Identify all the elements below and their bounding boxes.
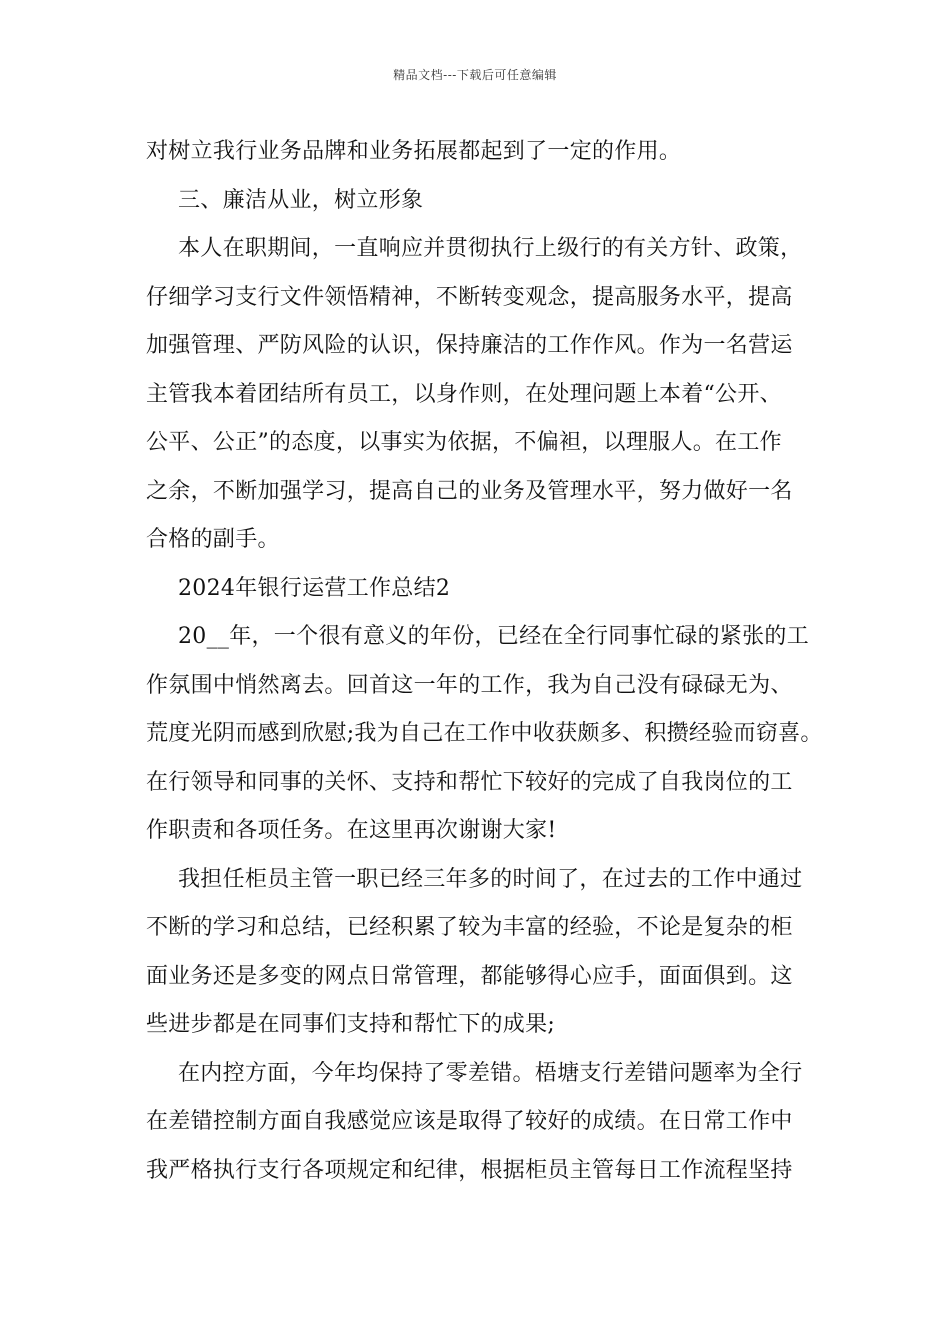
text-line: 面业务还是多变的网点日常管理，都能够得心应手，面面俱到。这 bbox=[146, 963, 793, 989]
text-line: 对树立我行业务品牌和业务拓展都起到了一定的作用。 bbox=[146, 139, 682, 164]
text-line: 在行领导和同事的关怀、支持和帮忙下较好的完成了自我岗位的工 bbox=[146, 769, 793, 795]
text-line: 荒度光阴而感到欣慰;我为自己在工作中收获颇多、积攒经验而窃喜。 bbox=[146, 721, 823, 746]
text-line: 合格的副手。 bbox=[146, 527, 280, 552]
section-title: 2024年银行运营工作总结2 bbox=[178, 575, 451, 601]
text-line: 加强管理、严防风险的认识，保持廉洁的工作作风。作为一名营运 bbox=[146, 333, 793, 358]
text-line: 不断的学习和总结，已经积累了较为丰富的经验，不论是复杂的柜 bbox=[146, 915, 793, 940]
text-line: 作职责和各项任务。在这里再次谢谢大家! bbox=[146, 818, 557, 843]
text-line: 之余，不断加强学习，提高自己的业务及管理水平，努力做好一名 bbox=[146, 478, 793, 504]
text-line: 些进步都是在同事们支持和帮忙下的成果; bbox=[146, 1012, 556, 1037]
text-line: 公平、公正”的态度，以事实为依据，不偏袒，以理服人。在工作 bbox=[146, 430, 782, 455]
text-line: 仔细学习支行文件领悟精神，不断转变观念，提高服务水平，提高 bbox=[146, 284, 793, 310]
text-line: 作氛围中悄然离去。回首这一年的工作，我为自己没有碌碌无为、 bbox=[146, 672, 793, 698]
text-line: 在差错控制方面自我感觉应该是取得了较好的成绩。在日常工作中 bbox=[146, 1109, 793, 1134]
document-body bbox=[146, 128, 823, 1195]
text-line: 我严格执行支行各项规定和纪律，根据柜员主管每日工作流程坚持 bbox=[146, 1157, 793, 1183]
text-line: 本人在职期间，一直响应并贯彻执行上级行的有关方针、政策， bbox=[178, 236, 803, 261]
text-line: 20__年，一个很有意义的年份，已经在全行同事忙碌的紧张的工 bbox=[178, 624, 809, 649]
page-header: 精品文档---下载后可任意编辑 bbox=[393, 68, 557, 82]
text-line: 我担任柜员主管一职已经三年多的时间了，在过去的工作中通过 bbox=[178, 866, 803, 892]
text-line: 在内控方面，今年均保持了零差错。梧塘支行差错问题率为全行 bbox=[178, 1060, 803, 1086]
section-heading: 三、廉洁从业，树立形象 bbox=[178, 187, 424, 213]
text-line: 主管我本着团结所有员工，以身作则，在处理问题上本着“公开、 bbox=[146, 381, 782, 407]
